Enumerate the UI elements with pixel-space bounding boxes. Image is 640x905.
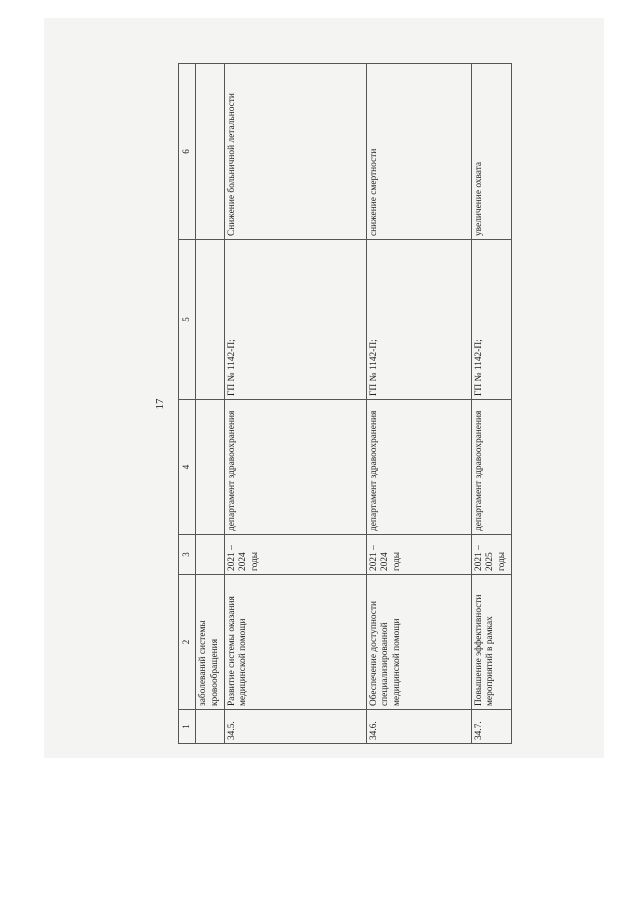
column-number: 5 — [179, 240, 196, 400]
column-number: 2 — [179, 575, 196, 710]
expected-result: снижение смертности — [366, 64, 471, 240]
measure-title: Развитие системы оказания медицинской помощи — [224, 575, 366, 710]
legal-basis: ГП № 1142-П; — [366, 240, 471, 400]
table-row — [196, 64, 225, 744]
column-number: 4 — [179, 400, 196, 535]
expected-result: увеличение охвата — [471, 64, 511, 240]
item-number: 34.6. — [366, 710, 471, 744]
measure-title: заболеваний системы кровообращения — [196, 575, 225, 710]
period: 2021 – 2025 годы — [471, 535, 511, 575]
table-row — [366, 64, 471, 744]
expected-result: Снижение больничной летальности — [224, 64, 366, 240]
item-number — [196, 710, 225, 744]
legal-basis: ГП № 1142-П; — [471, 240, 511, 400]
item-number: 34.7. — [471, 710, 511, 744]
column-number: 6 — [179, 64, 196, 240]
executor: департамент здравоохранения — [366, 400, 471, 535]
column-number: 3 — [179, 535, 196, 575]
page-number: 17 — [154, 398, 166, 410]
executor: департамент здравоохранения — [471, 400, 511, 535]
item-number: 34.5. — [224, 710, 366, 744]
legal-basis: ГП № 1142-П; — [224, 240, 366, 400]
column-number-row — [179, 64, 196, 744]
column-number: 1 — [179, 710, 196, 744]
document-page — [44, 18, 604, 758]
legal-basis — [196, 240, 225, 400]
table-row — [224, 64, 366, 744]
measure-title: Повышение эффективности мероприятий в рамках — [471, 575, 511, 710]
period: 2021 – 2024 годы — [366, 535, 471, 575]
table-row — [471, 64, 511, 744]
rotated-page-content — [152, 64, 640, 744]
period: 2021 – 2024 годы — [224, 535, 366, 575]
expected-result — [196, 64, 225, 240]
period — [196, 535, 225, 575]
measure-title: Обеспечение доступности специализированной медицинской помощи — [366, 575, 471, 710]
executor — [196, 400, 225, 535]
measures-table — [178, 63, 512, 744]
executor: департамент здравоохранения — [224, 400, 366, 535]
